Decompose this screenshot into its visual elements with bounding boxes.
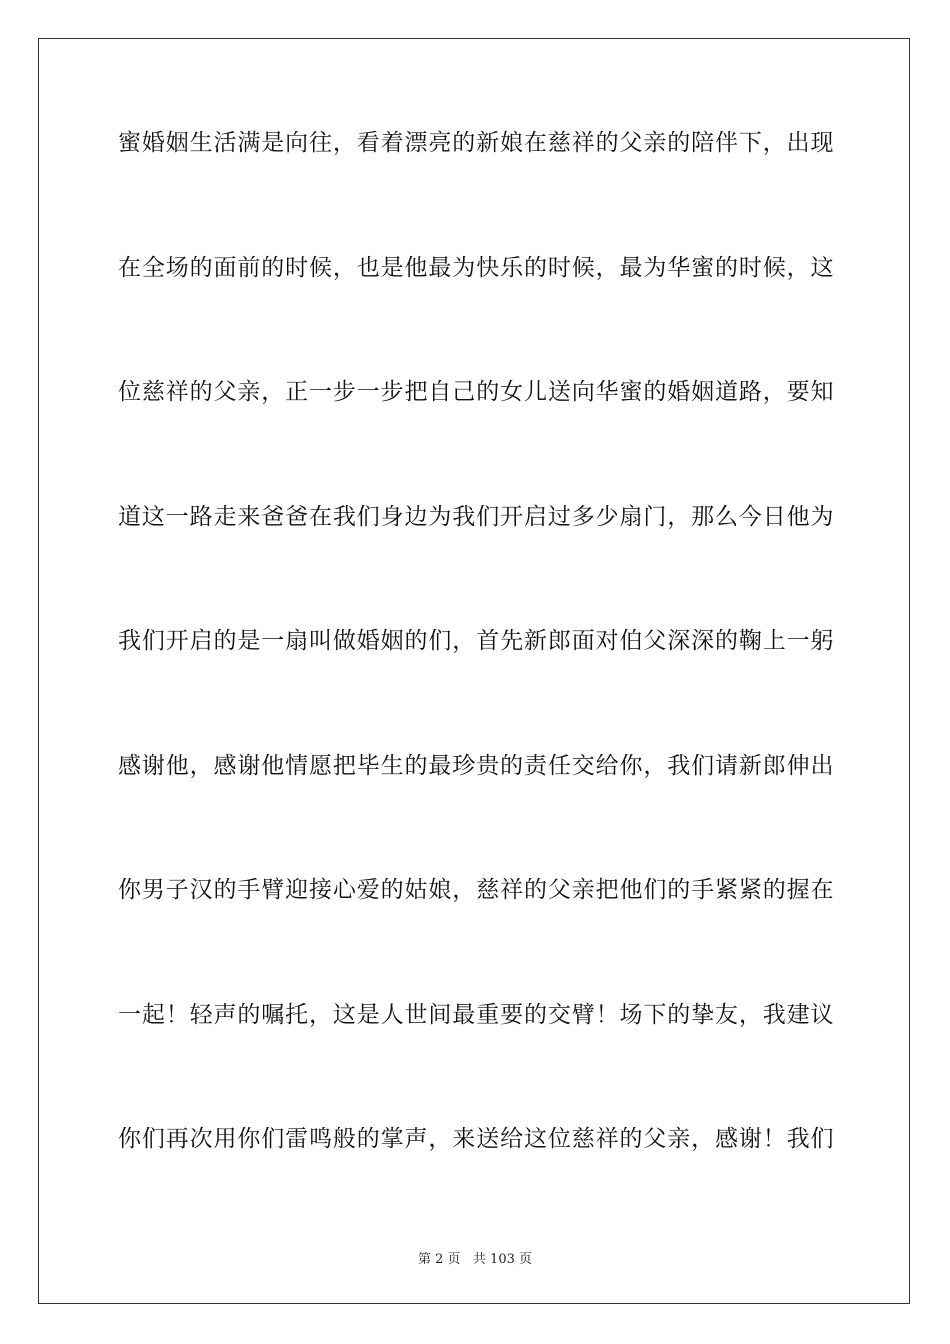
body-line-5: 我们开启的是一扇叫做婚姻的们，首先新郎面对伯父深深的鞠上一躬 — [118, 628, 834, 654]
body-line-9: 你们再次用你们雷鸣般的掌声，来送给这位慈祥的父亲，感谢！我们 — [118, 1126, 834, 1152]
body-line-3: 位慈祥的父亲，正一步一步把自己的女儿送向华蜜的婚姻道路，要知 — [118, 379, 834, 405]
body-line-8: 一起！轻声的嘱托，这是人世间最重要的交臂！场下的挚友，我建议 — [118, 1001, 834, 1028]
body-line-7: 你男子汉的手臂迎接心爱的姑娘，慈祥的父亲把他们的手紧紧的握在 — [118, 877, 834, 903]
body-line-2: 在全场的面前的时候，也是他最为快乐的时候，最为华蜜的时候，这 — [118, 254, 834, 281]
page-number-footer: 第 2 页 共 103 页 — [417, 1252, 532, 1267]
body-line-1: 蜜婚姻生活满是向往，看着漂亮的新娘在慈祥的父亲的陪伴下，出现 — [118, 130, 834, 156]
body-line-6: 感谢他，感谢他情愿把毕生的最珍贵的责任交给你，我们请新郎伸出 — [118, 752, 834, 779]
body-line-4: 道这一路走来爸爸在我们身边为我们开启过多少扇门，那么今日他为 — [118, 503, 834, 530]
document-body — [118, 128, 834, 1249]
